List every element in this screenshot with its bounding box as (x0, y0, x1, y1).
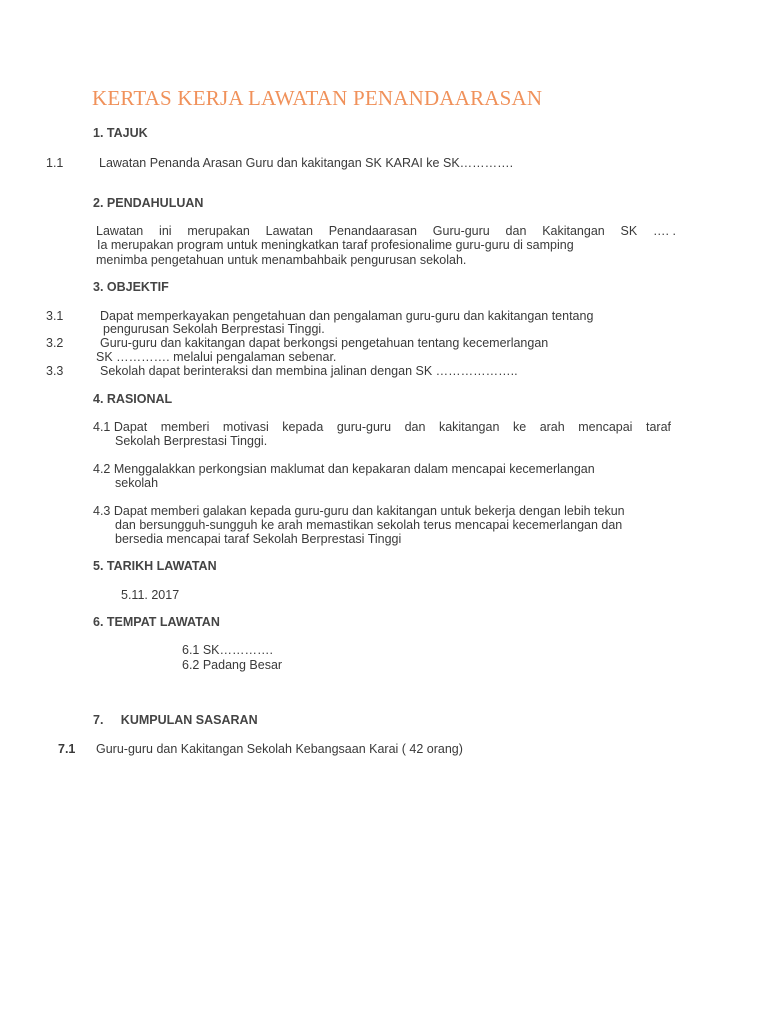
rasional-4-2-line-1: 4.2 Menggalakkan perkongsian maklumat dan kepakaran dalam mencapai kecemerlangan (93, 462, 595, 476)
objektif-3-2-line-1: Guru-guru dan kakitangan dapat berkongsi pengetahuan tentang kecemerlangan (100, 336, 549, 350)
word: mencapai (578, 420, 633, 434)
rasional-4-3-line-3: bersedia mencapai taraf Sekolah Berprestasi Tinggi (115, 532, 402, 546)
word: Lawatan (265, 224, 313, 238)
sasaran-text: Guru-guru dan Kakitangan Sekolah Kebangsaan Karai ( 42 orang) (96, 742, 463, 756)
word: dan (505, 224, 527, 238)
word: ke (512, 420, 527, 434)
document-title: KERTAS KERJA LAWATAN PENANDAARASAN (92, 86, 543, 110)
rasional-4-3-line-2: dan bersungguh-sungguh ke arah memastikan sekolah terus mencapai kecemerlangan dan (115, 518, 623, 532)
word: 4.1 Dapat (93, 420, 148, 434)
word: SK (620, 224, 638, 238)
tempat-item-2: 6.2 Padang Besar (182, 658, 283, 672)
word: Guru-guru (432, 224, 490, 238)
objektif-3-3-line-1: Sekolah dapat berinteraksi dan membina jalinan dengan SK ……………….. (100, 364, 518, 378)
word: ini (159, 224, 172, 238)
word: dan (404, 420, 426, 434)
word: memberi (160, 420, 210, 434)
rasional-4-1-line-1 (93, 420, 671, 434)
objektif-3-2-line-2: SK …………. melalui pengalaman sebenar. (96, 350, 337, 364)
word: kepada (282, 420, 324, 434)
word: Penandaarasan (328, 224, 417, 238)
tajuk-text: Lawatan Penanda Arasan Guru dan kakitangan SK KARAI ke SK…………. (99, 156, 514, 170)
objektif-3-1-line-2: pengurusan Sekolah Berprestasi Tinggi. (103, 322, 325, 336)
section-heading-objektif: 3. OBJEKTIF (93, 280, 169, 294)
word: taraf (645, 420, 671, 434)
rasional-4-3-line-1: 4.3 Dapat memberi galakan kepada guru-guru dan kakitangan untuk bekerja dengan lebih tekun (93, 504, 625, 518)
word: merupakan (187, 224, 250, 238)
section-heading-tajuk: 1. TAJUK (93, 126, 148, 140)
section-heading-rasional: 4. RASIONAL (93, 392, 173, 406)
pendahuluan-line-1 (96, 224, 676, 238)
word: guru-guru (336, 420, 392, 434)
section-heading-tarikh: 5. TARIKH LAWATAN (93, 559, 217, 573)
word: Lawatan (96, 224, 144, 238)
tarikh-value: 5.11. 2017 (121, 588, 180, 602)
item-number: 7.1 (58, 742, 76, 756)
objektif-3-1-line-1: Dapat memperkayakan pengetahuan dan pengalaman guru-guru dan kakitangan tentang (100, 309, 594, 323)
item-number: 1.1 (46, 156, 64, 170)
item-number: 3.2 (46, 336, 64, 350)
word: arah (539, 420, 565, 434)
pendahuluan-line-3: menimba pengetahuan untuk menambahbaik pengurusan sekolah. (96, 253, 467, 267)
section-heading-tempat: 6. TEMPAT LAWATAN (93, 615, 220, 629)
section-heading-pendahuluan: 2. PENDAHULUAN (93, 196, 204, 210)
word: …. . (653, 224, 676, 238)
item-number: 3.1 (46, 309, 64, 323)
tempat-item-1: 6.1 SK…………. (182, 643, 273, 657)
word: motivasi (222, 420, 269, 434)
rasional-4-1-line-2: Sekolah Berprestasi Tinggi. (115, 434, 268, 448)
rasional-4-2-line-2: sekolah (115, 476, 159, 490)
item-number: 3.3 (46, 364, 64, 378)
pendahuluan-line-2: Ia merupakan program untuk meningkatkan taraf profesionalime guru-guru di samping (97, 238, 574, 252)
word: kakitangan (438, 420, 500, 434)
word: Kakitangan (542, 224, 605, 238)
section-heading-sasaran: 7. KUMPULAN SASARAN (93, 713, 258, 727)
